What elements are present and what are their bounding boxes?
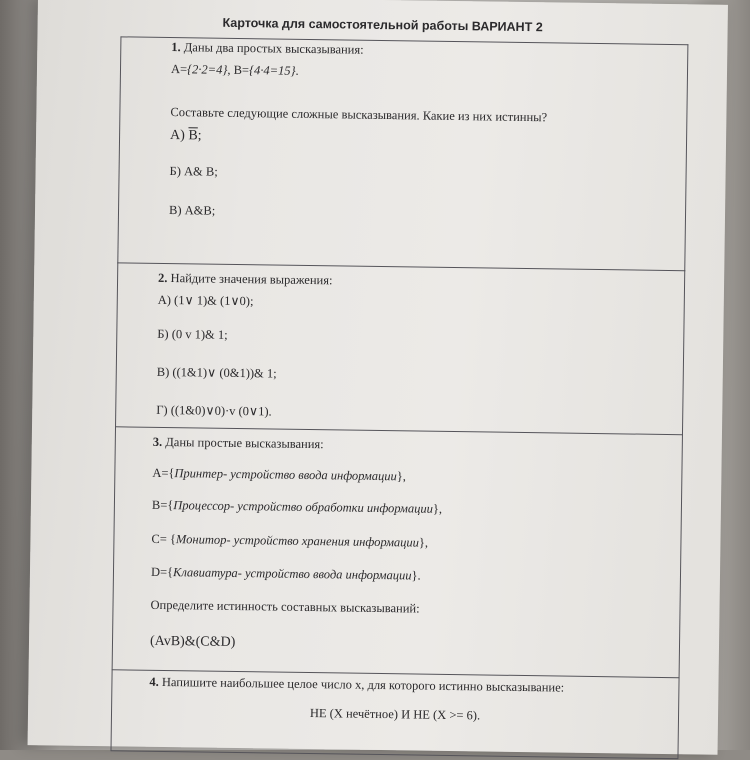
stmt-c-post: }, [418, 535, 429, 550]
stmt-c-text: Монитор- устройство хранения информации [175, 532, 420, 550]
task-4-box [110, 669, 679, 759]
task-4-header [149, 675, 678, 697]
task-3-question: Определите истинность составных высказываний: [150, 597, 420, 616]
stmt-b-pre: B={ [151, 497, 174, 513]
task-4-expression: НЕ (X нечётное) И НЕ (X >= 6). [309, 706, 481, 723]
given-b-prefix: , B= [227, 62, 250, 78]
task-3-header [153, 435, 682, 457]
stmt-b-post: }, [432, 501, 443, 516]
task-1-item-b: Б) A& B; [169, 164, 218, 179]
task-3-expression: (AvB)&(C&D) [149, 633, 236, 650]
stmt-b-text: Процессор- устройство обработки информации [173, 498, 434, 516]
stmt-a-post: }, [396, 469, 407, 484]
task-2-item-c: В) ((1&1)∨ (0&1))& 1; [156, 364, 277, 381]
task-2-header [158, 271, 684, 293]
stmt-a-text: Принтер- устройство ввода информации [174, 466, 397, 484]
item-a-label: А) [169, 128, 189, 144]
task-4-question: Напишите наибольшее целое число x, для которого истинно высказывание: [161, 674, 565, 695]
task-4-number: 4. [149, 674, 159, 689]
task-3-statement-b [152, 498, 681, 520]
given-b-value: {4·4=15} [248, 63, 296, 78]
given-a-value: {2·2=4} [186, 62, 228, 77]
task-1-item-c: В) A&B; [168, 203, 216, 218]
task-1-box [117, 36, 688, 271]
stmt-c-pre: C= { [151, 531, 177, 547]
task-2-item-a: А) (1∨ 1)& (1∨0); [157, 292, 254, 309]
task-1-header [171, 40, 687, 62]
given-a-prefix: A= [170, 62, 188, 77]
task-2-box [115, 262, 685, 435]
task-2-header-text: Найдите значения выражения: [170, 271, 333, 288]
stmt-a-pre: A={ [152, 465, 175, 481]
task-1-item-a [170, 128, 686, 151]
task-1-question: Составьте следующие сложные высказывания. Какие из них истинны? [170, 105, 548, 125]
stmt-d-pre: D={ [150, 564, 174, 580]
worksheet-paper [28, 0, 728, 755]
task-3-box [112, 426, 683, 678]
item-a-end: ; [197, 128, 202, 144]
task-3-statement-c [151, 532, 680, 554]
task-1-number: 1. [171, 40, 181, 55]
page-title: Карточка для самостоятельной работы ВАРИАНТ 2 [222, 15, 543, 35]
task-2-number: 2. [158, 270, 168, 286]
item-a-expr: $\overline{B}$ [188, 128, 198, 144]
task-3-header-text: Даны простые высказывания: [165, 435, 324, 452]
stmt-d-text: Клавиатура- устройство ввода информации [172, 565, 412, 583]
task-2-item-b: Б) (0 v 1)& 1; [157, 326, 228, 342]
task-3-statement-d [151, 565, 680, 587]
task-3-statement-a [152, 466, 681, 488]
task-2-item-d: Г) ((1&0)∨0)·v (0∨1). [156, 402, 272, 419]
stmt-d-post: }. [411, 568, 421, 583]
task-1-given [171, 62, 687, 84]
given-end: . [295, 63, 299, 78]
task-1-header-text: Даны два простых высказывания: [183, 40, 364, 57]
task-3-number: 3. [152, 434, 163, 449]
